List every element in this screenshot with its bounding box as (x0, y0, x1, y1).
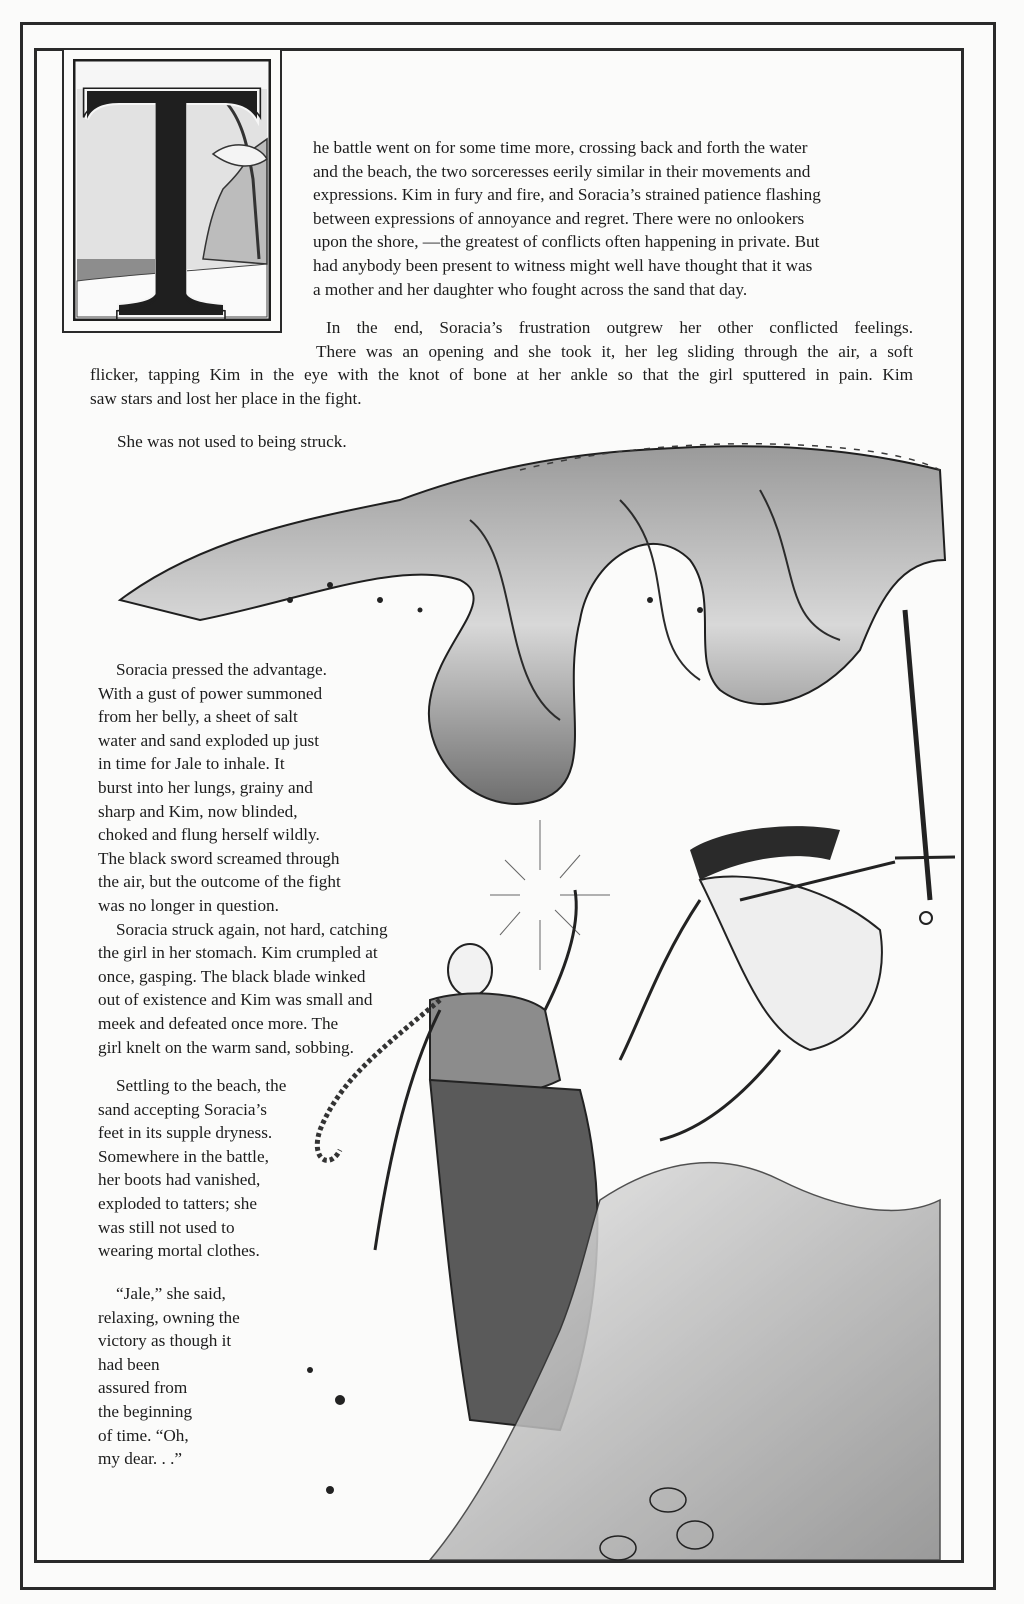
p4-line: sharp and Kim, now blinded, (98, 801, 298, 821)
p4-line: in time for Jale to inhale. It (98, 754, 285, 774)
p4-line: the girl in her stomach. Kim crumpled at (98, 943, 378, 963)
p4-line: out of existence and Kim was small and (98, 990, 373, 1010)
magic-burst (490, 820, 610, 970)
p1-line: expressions. Kim in fury and fire, and Soracia’s strained patience flashing (313, 185, 821, 205)
p6-line: of time. “Oh, (98, 1425, 189, 1445)
p1-line: had anybody been present to witness might well have thought that it was (313, 255, 813, 275)
p5-line: sand accepting Soracia’s (98, 1099, 267, 1119)
p1-line: a mother and her daughter who fought across the sand that day. (313, 279, 748, 299)
sword-shape (895, 610, 955, 924)
p4-line: With a gust of power summoned (98, 683, 323, 703)
drop-cap (62, 48, 282, 333)
paragraph-5 (98, 1074, 416, 1263)
p2-line: In the end, Soracia’s frustration outgrew her other conflicted feelings. (326, 318, 913, 337)
p4-line: Soracia struck again, not hard, catching (116, 919, 388, 939)
p5-line: wearing mortal clothes. (98, 1241, 260, 1261)
p5-line: exploded to tatters; she (98, 1193, 257, 1213)
p5-line: her boots had vanished, (98, 1170, 261, 1190)
p5-line: feet in its supple dryness. (98, 1123, 273, 1143)
p6-line: assured from (98, 1378, 188, 1398)
paragraph-1 (313, 136, 913, 301)
p1-line: between expressions of annoyance and regret. There were no onlookers (313, 208, 805, 228)
p4-line: Soracia pressed the advantage. (116, 660, 327, 679)
p6-line: my dear. . .” (98, 1449, 182, 1469)
p3-text: She was not used to being struck. (117, 432, 347, 451)
paragraph-3 (117, 430, 347, 454)
p4-line: water and sand exploded up just (98, 730, 319, 750)
p6-line: had been (98, 1354, 160, 1374)
p6-line: victory as though it (98, 1331, 232, 1351)
p4-line: The black sword screamed through (98, 848, 340, 868)
paragraph-2 (90, 316, 913, 410)
p5-line: was still not used to (98, 1217, 235, 1237)
drop-cap-letter-t-icon (73, 59, 271, 321)
p6-line: “Jale,” she said, (116, 1284, 226, 1303)
p4-line: burst into her lungs, grainy and (98, 777, 313, 797)
p6-line: relaxing, owning the (98, 1307, 240, 1327)
p4-line: from her belly, a sheet of salt (98, 707, 298, 727)
p6-line: the beginning (98, 1401, 193, 1421)
paragraph-4 (98, 658, 416, 1059)
p5-line: Settling to the beach, the (116, 1076, 287, 1095)
p4-line: choked and flung herself wildly. (98, 825, 320, 845)
soracia-figure (620, 826, 895, 1140)
paragraph-6 (98, 1282, 416, 1471)
p1-line: he battle went on for some time more, crossing back and forth the water (313, 138, 808, 157)
p4-line: meek and defeated once more. The (98, 1013, 339, 1033)
p1-line: upon the shore, —the greatest of conflicts often happening in private. But (313, 232, 820, 252)
p2-line: saw stars and lost her place in the fight. (90, 388, 362, 408)
p4-line: once, gasping. The black blade winked (98, 966, 366, 986)
p2-line: There was an opening and she took it, her leg sliding through the air, a soft (316, 341, 913, 361)
p4-line: girl knelt on the warm sand, sobbing. (98, 1037, 354, 1057)
p5-line: Somewhere in the battle, (98, 1146, 269, 1166)
p4-line: was no longer in question. (98, 895, 279, 915)
p4-line: the air, but the outcome of the fight (98, 872, 341, 892)
p1-line: and the beach, the two sorceresses eerily similar in their movements and (313, 161, 811, 181)
p2-line: flicker, tapping Kim in the eye with the knot of bone at her ankle so that the girl sputtered in pain. Kim (90, 365, 913, 385)
